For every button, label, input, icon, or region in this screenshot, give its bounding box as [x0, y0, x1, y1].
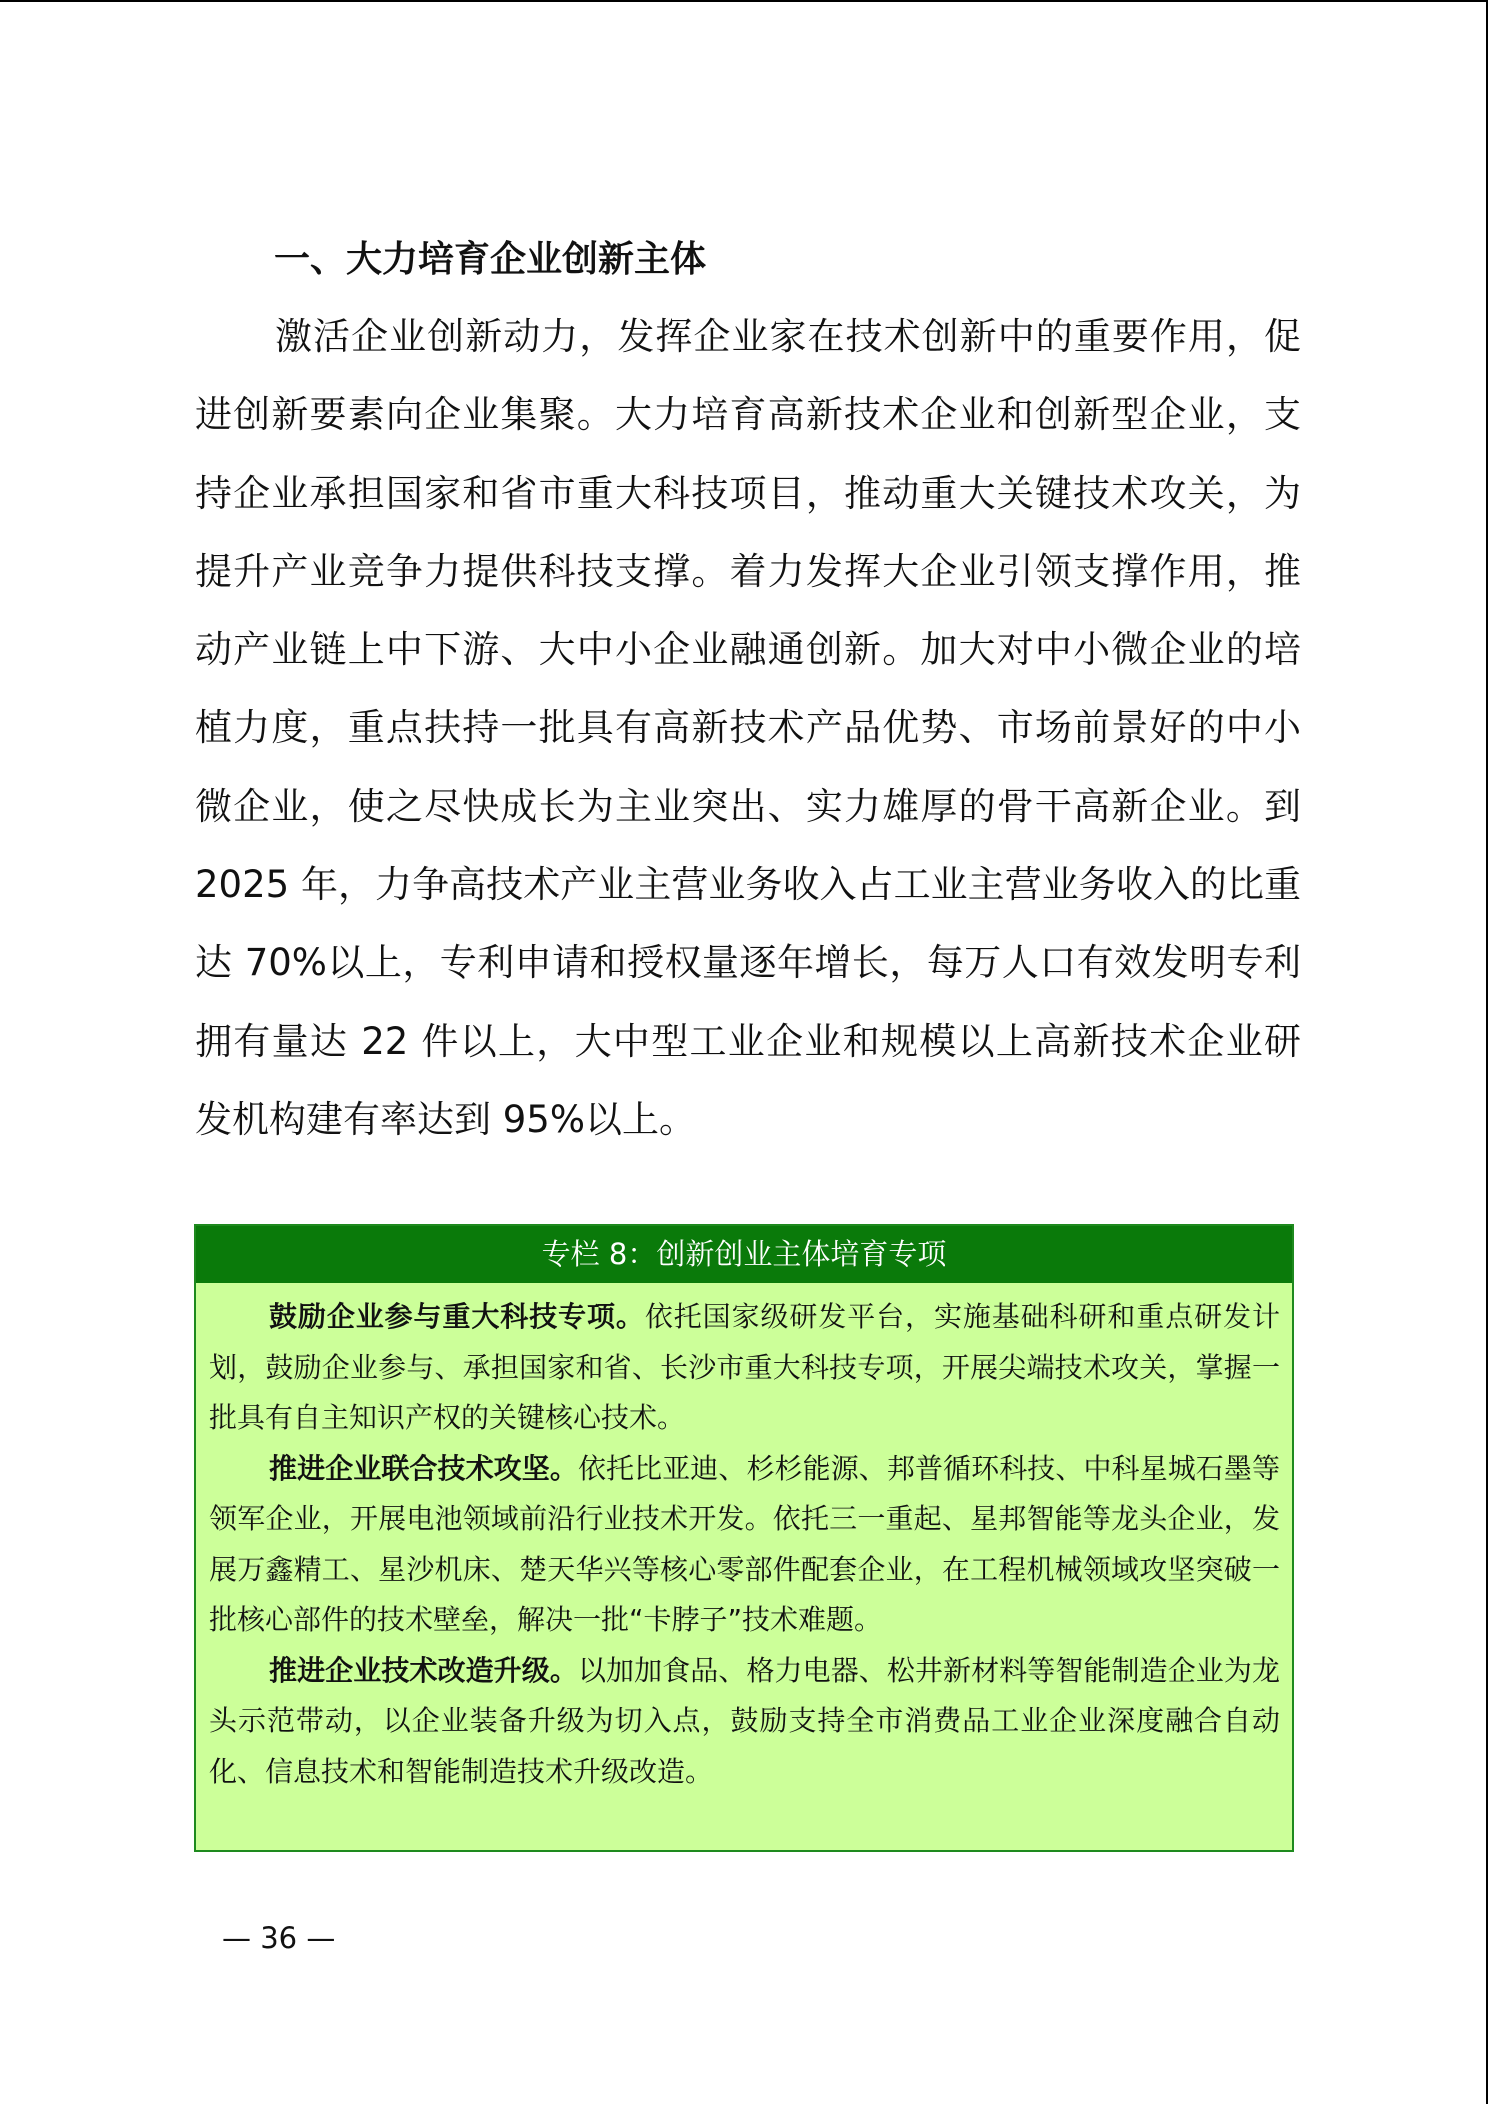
special-column-item-text: 依托比亚迪、杉杉能源、邦普循环科技、中科星城石墨等领军企业，开展电池领域前沿行业技术开发。依托三一重起、星邦智能等龙头企业，发展万鑫精工、星沙机床、楚天华兴等核心零部件配套企业，在工程机械领域攻坚突破一批核心部件的技术壁垒，解决一批“卡脖子”技术难题。 [209, 1451, 1280, 1636]
body-paragraph: 激活企业创新动力，发挥企业家在技术创新中的重要作用，促进创新要素向企业集聚。大力培育高新技术企业和创新型企业，支持企业承担国家和省市重大科技项目，推动重大关键技术攻关，为提升产业竞争力提供科技支撑。着力发挥大企业引领支撑作用，推动产业链上中下游、大中小企业融通创新。加大对中小微企业的培植力度，重点扶持一批具有高新技术产品优势、市场前景好的中小微企业，使之尽快成长为主业突出、实力雄厚的骨干高新企业。到 2025 年，力争高技术产业主营业务收入占工业主营业务收入的比重达 70%以上，专利申请和授权量逐年增长，每万人口有效发明专利拥有量达 22 件以上，大中型工业企业和规模以上高新技术企业研发机构建有率达到 95%以上。 [195, 315, 1301, 1141]
special-column-item [209, 1444, 1280, 1646]
special-column-box [194, 1224, 1294, 1852]
special-column-item-text: 以加加食品、格力电器、松井新材料等智能制造企业为龙头示范带动，以企业装备升级为切入点，鼓励支持全市消费品工业企业深度融合自动化、信息技术和智能制造技术升级改造。 [209, 1653, 1280, 1788]
page-number: — 36 — [222, 1921, 336, 1955]
special-column-item-title: 推进企业技术改造升级。 [269, 1653, 578, 1687]
page-top-border [0, 0, 1488, 2]
special-column-item [209, 1646, 1280, 1798]
special-column-body [196, 1283, 1292, 1797]
special-column-item [209, 1292, 1280, 1444]
special-column-item-text: 依托国家级研发平台，实施基础科研和重点研发计划，鼓励企业参与、承担国家和省、长沙市重大科技专项，开展尖端技术攻关，掌握一批具有自主知识产权的关键核心技术。 [209, 1300, 1280, 1434]
special-column-title: 专栏 8：创新创业主体培育专项 [196, 1226, 1292, 1283]
section-heading: 一、大力培育企业创新主体 [274, 239, 707, 280]
special-column-item-title: 鼓励企业参与重大科技专项。 [269, 1300, 645, 1333]
special-column-item-title: 推进企业联合技术攻坚。 [269, 1451, 578, 1485]
